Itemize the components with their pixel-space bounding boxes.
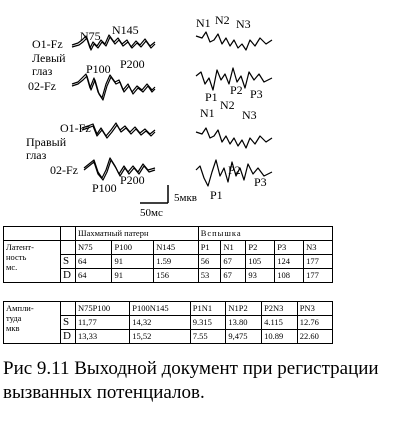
cell: 14,32 (130, 316, 191, 330)
label-o1fz-bottom: O1-Fz (60, 121, 91, 135)
cell: 4.115 (262, 316, 298, 330)
cell: 56 (198, 255, 221, 269)
trace-left-eye-o2fz-b (72, 76, 155, 100)
cell: 11,77 (76, 316, 130, 330)
eye-label: S (61, 255, 76, 269)
label-n1-top: N1 (196, 16, 211, 30)
cell: 15,52 (130, 330, 191, 344)
col-header: P3 (275, 241, 304, 255)
label-p2-bottom: P2 (228, 163, 241, 177)
label-n3-top: N3 (236, 17, 251, 31)
figure-caption: Рис 9.11 Выходной документ при регистрации вызванных потенциалов. (3, 358, 379, 403)
label-o1fz-top: O1-Fz (32, 37, 63, 51)
cell: 156 (154, 269, 198, 283)
col-header: P100 (112, 241, 154, 255)
col-header: N75P100 (76, 302, 130, 316)
scale-label-time: 50мс (140, 207, 163, 219)
trace-left-eye-o2fz (72, 74, 155, 98)
cell: 91 (112, 269, 154, 283)
col-header: N1P2 (226, 302, 262, 316)
trace-flash-1 (196, 32, 272, 50)
label-p1-bottom: P1 (210, 188, 223, 202)
cell: 64 (76, 255, 112, 269)
cell: 7.55 (190, 330, 226, 344)
cell: 177 (304, 269, 333, 283)
cell: 124 (275, 255, 304, 269)
label-p1-top: P1 (205, 90, 218, 104)
label-n3-bottom: N3 (242, 108, 257, 122)
eye-label: S (61, 316, 76, 330)
label-o2fz-bottom: 02-Fz (50, 163, 78, 177)
header-flash: Вспышка (198, 227, 332, 241)
cell: 13,33 (76, 330, 130, 344)
eye-label: D (61, 269, 76, 283)
label-n145: N145 (112, 23, 139, 37)
scale-label-voltage: 5мкв (174, 192, 197, 204)
eye-label: D (61, 330, 76, 344)
trace-flash-3 (196, 128, 272, 148)
label-p200-bottom: P200 (120, 173, 145, 187)
row-label-amplitude: Ампли- туда мкв (4, 302, 61, 344)
label-n2-bottom: N2 (220, 98, 235, 112)
col-header: N145 (154, 241, 198, 255)
label-n1-bottom: N1 (200, 106, 215, 120)
cell: 93 (246, 269, 275, 283)
cell: 10.89 (262, 330, 298, 344)
col-header: N1 (221, 241, 246, 255)
label-n2-top: N2 (215, 13, 230, 27)
trace-right-eye-o1fz-b (82, 125, 155, 138)
cell: 53 (198, 269, 221, 283)
col-header: P100N145 (130, 302, 191, 316)
trace-right-eye-o1fz (82, 123, 155, 136)
cell: 105 (246, 255, 275, 269)
amplitude-table (3, 301, 333, 344)
cell: 9,475 (226, 330, 262, 344)
cell: 64 (76, 269, 112, 283)
cell: 9.315 (190, 316, 226, 330)
col-header: P1 (198, 241, 221, 255)
col-header: PN3 (297, 302, 332, 316)
cell: 1.59 (154, 255, 198, 269)
cell: 22.60 (297, 330, 332, 344)
col-header: N3 (304, 241, 333, 255)
label-p3-top: P3 (250, 87, 263, 101)
cell: 12.76 (297, 316, 332, 330)
label-p100-top: P100 (86, 62, 111, 76)
col-header: N75 (76, 241, 112, 255)
label-p200-top: P200 (120, 57, 145, 71)
cell: 67 (221, 269, 246, 283)
row-label-latency: Латент- ность мс. (4, 241, 61, 283)
col-header: P2N3 (262, 302, 298, 316)
header-checkerboard-pattern: Шахматный патерн (76, 227, 199, 241)
label-p3-bottom: P3 (254, 175, 267, 189)
label-p2-top: P2 (230, 83, 243, 97)
cell: 108 (275, 269, 304, 283)
cell: 91 (112, 255, 154, 269)
label-p100-bottom: P100 (92, 181, 117, 195)
cell: 177 (304, 255, 333, 269)
cell: 67 (221, 255, 246, 269)
latency-table (3, 226, 333, 283)
label-right-eye: Правый глаз (26, 135, 67, 162)
col-header: P2 (246, 241, 275, 255)
cell: 13.80 (226, 316, 262, 330)
col-header: P1N1 (190, 302, 226, 316)
label-left-eye: Левый глаз (32, 51, 66, 78)
label-n75: N75 (80, 29, 101, 43)
label-o2fz-top: 02-Fz (28, 79, 56, 93)
